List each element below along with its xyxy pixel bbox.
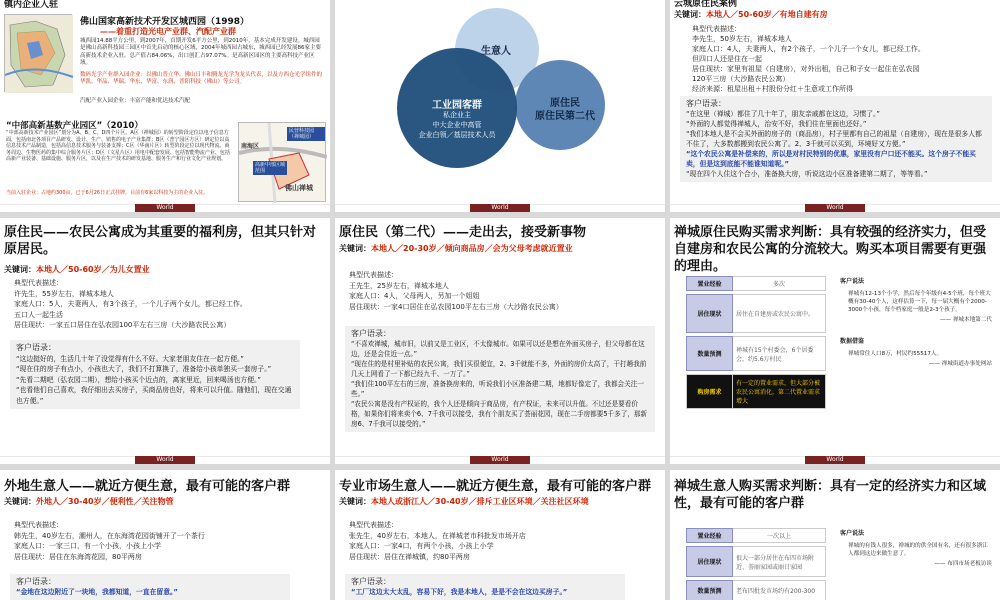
keywords-value: 本地人／50-60岁／为儿女置业 xyxy=(36,265,150,274)
desc-line: 家庭人口：4人，父母两人，另加一个姐姐 xyxy=(349,292,480,300)
quote: “现在四个人住这个合小，准备换大房，听说这边小区准备建第二期了，等等看。” xyxy=(686,170,928,178)
slide-footer xyxy=(670,204,1000,212)
quote: “现在住的是村里补贴的农民公寓，我们买很便宜，2、3千就能不多，外面的房价太高了，干打趟我前几天上网看了一下都已经九千、一万了。” xyxy=(351,360,647,378)
desc-block xyxy=(349,270,659,312)
data-reference-title: 数据借鉴 xyxy=(840,338,865,345)
keywords xyxy=(4,264,150,275)
quotes-box xyxy=(10,574,290,600)
data-reference-source: —— 禅城街道办事处网站 xyxy=(928,361,992,367)
quote: “不喜欢禅城，城市旧，以前又是工业区，不太像城市。如果可以还是想在外面买房子，但父母都在这边，还是会住近一点。” xyxy=(351,340,645,358)
quotes-box xyxy=(345,574,625,600)
slide-footer xyxy=(0,204,330,212)
venn-circles xyxy=(335,0,665,212)
customer-says-source: —— 禅城本地第二代 xyxy=(939,317,992,323)
row-value: 多次 xyxy=(733,277,826,291)
slide-footer xyxy=(335,456,665,464)
quotes-title: 客户语录： xyxy=(16,577,56,586)
label-natives-second: 原住民第二代 xyxy=(535,111,595,122)
label-managers: 中大企业中高管 xyxy=(432,121,482,129)
slide-title: 专业市场生意人——就近方便生意，最有可能的客户群 xyxy=(339,479,652,494)
row-header: 置业经验 xyxy=(687,529,733,543)
desc-heading: 典型代表描述： xyxy=(349,271,398,279)
quote: “这个农民公寓是补偿来的，所以是对村民特别的优惠，家里没有户口还不能买。这个房子不能买卖，但是这到底能不能谁知道呢。” xyxy=(686,150,976,168)
brand-tag: World xyxy=(135,456,195,464)
keywords-label: 关键词： xyxy=(4,497,36,506)
row-value: 禅城有15个村委会，6个居委会，约5.6万村民 xyxy=(733,337,826,371)
slide-business-demand[interactable] xyxy=(670,470,1000,600)
quote: “也看他们自己喜欢，我仔细出去买房子，买商品房也好，将来可以升值。随他们，现在交通也方便。” xyxy=(16,386,292,405)
brand-tag: World xyxy=(470,456,530,464)
customer-says-title: 客户说法 xyxy=(840,278,865,285)
quotes-title: 客户语录： xyxy=(16,343,56,352)
customer-says-text: 禅城有12-13个小学，然后每个年级有4-5个班，每个班大概有30-40个人，这样估算一下，每一届大概有个2000-3000个小孩，每个档家庭一般是2-3个孩子。 xyxy=(848,291,991,313)
brand-tag: World xyxy=(470,204,530,212)
label-natives: 原住民 xyxy=(550,98,580,109)
desc-line: 李先生，50岁左右，禅城本地人 xyxy=(692,35,792,43)
customer-says-title: 客户说法 xyxy=(840,530,865,537)
auto-parts-desc: 汽配产业入园企业：丰富产能和优达技术汽配 xyxy=(80,98,191,104)
quote: “我们本地人是不会买外面的房子的（商品房），村子里都有自己的祖屋（自建房），现在是很多人都不住了，大多数都搬到农民公寓了。2、3千就可以买到，环境好又方便。” xyxy=(686,130,982,148)
section-title-central-park: “中部高新基数产业园区”（2010） xyxy=(6,121,143,131)
desc-heading: 典型代表描述： xyxy=(14,521,63,529)
desc-line: 五口人一起生活 xyxy=(14,310,63,319)
slide-footer xyxy=(335,204,665,212)
row-header: 居住现状 xyxy=(687,547,733,577)
slide-native-case[interactable] xyxy=(670,0,1000,212)
row-value: 很大一部分居住在布四市场附近、荟丽家园或丽日家园 xyxy=(733,547,826,577)
table-row xyxy=(687,375,826,409)
quote: “这边挺好的，生活几十年了没觉得有什么不好。大家老朋友住在一起方便。” xyxy=(16,354,244,363)
quote: “先看二期吧（弘农园二期），想给小孩买个近点的，离家里近，回来喝汤也方便。” xyxy=(16,375,261,384)
slide-title: 外地生意人——就近方便生意，最有可能的客户群 xyxy=(4,479,291,494)
customer-says-text: 禅城的有钱人很多，禅城的的供全国有名，还有很多浙江人都到这边来做生意了。 xyxy=(848,543,988,557)
desc-block xyxy=(14,278,324,331)
brand-tag: World xyxy=(135,204,195,212)
desc-block xyxy=(692,24,992,94)
desc-line: 居住现状：一家五口居住在弘农园100平左右三房（大沙路农民公寓） xyxy=(14,321,231,329)
desc-line: 张先生，40岁左右，本地人，在禅城老市科批发市场开店 xyxy=(349,531,526,540)
row-header: 居住现状 xyxy=(687,295,733,333)
desc-line: 家庭人口：4人，夫妻两人，有2个孩子，一个儿子一个女儿，都已经工作。 xyxy=(692,45,925,53)
desc-heading: 典型代表描述： xyxy=(349,521,398,529)
slide-title: 禅城生意人购买需求判断：具有一定的经济实力和区域性，最有可能的客户群 xyxy=(674,479,987,511)
slide-natives-welfare[interactable] xyxy=(0,218,330,464)
row-header: 置业经验 xyxy=(687,277,733,291)
keywords-label: 关键词： xyxy=(339,497,371,506)
slide-customer-groups[interactable] xyxy=(335,0,665,212)
quotes-title: 客户语录： xyxy=(351,329,391,338)
slide-industrial-park[interactable] xyxy=(0,0,330,212)
quote: “在这里（禅城）都住了几十年了，朋友亲戚都在这边，习惯了。” xyxy=(686,110,880,118)
section-title-west-park: 佛山国家高新技术开发区城西园（1998） xyxy=(80,17,250,27)
data-reference-text: 禅城常住人口8万，村民约55517人。 xyxy=(848,351,943,357)
tenants-desc: 当前入驻企业：占地约300亩，已于6月26日正式挂牌。目前有6家以科技为主的企业入驻。 xyxy=(6,190,209,196)
row-value: 居住在自建房或农民公寓中。 xyxy=(733,295,826,333)
keywords-label: 关键词： xyxy=(674,10,706,19)
section-subtitle-west-park: ——着重打造光电产业群、汽配产业群 xyxy=(100,27,236,36)
table-row xyxy=(687,295,826,333)
quotes-box xyxy=(345,326,655,432)
row-header: 数量预测 xyxy=(687,337,733,371)
desc-line: 王先生，25岁左右，禅城本地人 xyxy=(349,281,449,290)
slide-market-business[interactable] xyxy=(335,470,665,600)
desc-line: 家庭人口：一家三口，有一个小孩，小孩上小学 xyxy=(14,542,161,550)
customer-says-source: —— 布四市场老板访谈 xyxy=(934,561,992,567)
keywords-value: 本地人／50-60岁／有地自建有房 xyxy=(706,10,828,19)
slide-title: 原住民——农民公寓成为其重要的福利房，但其只针对原居民。 xyxy=(4,225,317,257)
slide-footer xyxy=(0,456,330,464)
keywords xyxy=(339,243,573,254)
label-private-owner: 私企业主 xyxy=(443,111,471,119)
quote: “现在住的房子有点小，小孩也大了，我们不打算换了，准备给小孩单独买一套房子。” xyxy=(16,365,272,373)
row-value: 老布四批发市场约有200-300 xyxy=(733,581,826,600)
desc-heading: 典型代表描述： xyxy=(14,279,63,287)
desc-line: 韩先生，40岁左右，潮州人，在东海湾花园街铺开了一个茶行 xyxy=(14,531,205,540)
label-businessmen: 生意人 xyxy=(481,46,511,57)
district-map xyxy=(238,122,326,202)
slide-natives-second-gen[interactable] xyxy=(335,218,665,464)
desc-line: 居住现状：居住在禅城镇，约80平两房 xyxy=(349,552,470,561)
brand-tag: World xyxy=(805,456,865,464)
keywords xyxy=(674,9,828,20)
slide-title: 禅城原住民购买需求判断：具有较强的经济实力，但受自建房和农民公寓的分流较大。购买本项目需要有更强的理由。 xyxy=(674,225,987,274)
slide-natives-demand[interactable] xyxy=(670,218,1000,464)
desc-line: 经济来源：租屋出租＋村股份分红＋生意或工作所得 xyxy=(692,85,853,93)
desc-line: 居住现状：居住在东海湾花园，80平两房 xyxy=(14,552,142,561)
slide-outsider-business[interactable] xyxy=(0,470,330,600)
desc-line: 家庭人口：一家4口，有两个小孩，小孩上小学 xyxy=(349,542,494,550)
quotes-title: 客户语录： xyxy=(686,99,726,108)
quotes-title: 客户语录： xyxy=(351,577,391,586)
table-row xyxy=(687,547,826,577)
keywords-value: 本地人或浙江人／30-40岁／排斥工业区环境／关注社区环境 xyxy=(371,497,589,506)
label-white-collar: 企业白领／基层技术人员 xyxy=(418,131,496,139)
desc-line: 家庭人口：5人，夫妻两人，有3个孩子，一个儿子两个女儿，都已经工作。 xyxy=(14,300,247,308)
city-map-thumbnail xyxy=(4,14,72,92)
row-header: 购房需求 xyxy=(687,375,733,409)
slide1-header: 镇内企业入驻 xyxy=(4,0,59,10)
west-park-desc: 城西园14.88平方公里，到2007年，首期开发6平方公里，到2010年，基本完成开发建设。城西园是佛山高新科技园三园区中首先启动的核心区域，2004年城西园占城东，城西园已经发展86家主要高新技术企业入驻。总产值占84.06%，出口创汇占97.07%。是高新区园区的主要高科技产业区域。 xyxy=(80,38,321,66)
keywords xyxy=(4,496,174,507)
map-box-central-range: 高新中部区域范围 xyxy=(255,162,286,174)
quote: “外面的人都觉得禅城人，治安不好，我们住在里面也还好。” xyxy=(686,120,867,128)
keywords-label: 关键词： xyxy=(4,265,36,274)
table-row xyxy=(687,277,826,291)
central-park-desc: “中部高新技术产业园区”划分为A、B、C、D四个片区。A区（禅城园）的转型阶段定位以电子信息方面，包括南北各项目产品研发、设计、生产、销售的电子产业集群；B区（普宁园区方区）研定位以高信息技术产品制造，包括高信息技术服务与装备支撑；C区（华南片区）转型阶段定位以现代物流、商务周边、生物医药的集中综合服务片区；D区（文星片区）用电中配套发展、包括智能物流产业、包括高新产业装备、基础设施、服务片区，以及在生产技术的研发基地、服务生产和行业文化产业规划。 xyxy=(6,130,230,163)
slide3-title: 云城原住民案例 xyxy=(674,0,738,9)
desc-line: 居住现状：一家4口居住在弘农园100平左右三房（大沙路农民公寓） xyxy=(349,302,563,311)
demand-table xyxy=(686,528,826,600)
row-value: 一次以上 xyxy=(733,529,826,543)
desc-block xyxy=(14,520,324,562)
quote: “金地在这边附近了一块地，我都知道，一直在留意。” xyxy=(16,588,178,596)
optics-cluster-desc: 数码光学产业群入园企业：以佛山普立华、佛山日丰和腾龙光学为龙头代表，以及方西仓光学组件的华凯、华品、华瑞、华东、华富、东润、普阳科技（佛山）等公司。 xyxy=(80,72,323,86)
desc-block xyxy=(349,520,659,562)
quote: “农民公寓是没有产权证的，我个人还是倾向于商品房，有产权证，未来可以升值。不过还是要看价格，如果你们将来卖个6、7千我可以接受，我有个朋友买了荟丽花园，现在二手房都要5千多了，那新房6、7千我可以接受的。” xyxy=(351,400,648,428)
label-industrial-group: 工业园客群 xyxy=(432,100,482,111)
keywords-label: 关键词： xyxy=(339,244,371,253)
quote: “工厂这边太大太乱，容易下好，我是本地人，是是不会在这边买房子。” xyxy=(351,588,568,596)
table-row xyxy=(687,581,826,600)
desc-line: 但四口人还是住在一起 xyxy=(692,55,762,63)
demand-table xyxy=(686,276,826,409)
desc-line: 居住现状：家里有祖屋（自建房），对外出租，自己和子女一起住在弘农园 xyxy=(692,65,920,73)
customer-says xyxy=(840,278,992,368)
quotes-box xyxy=(10,340,300,409)
keywords-value: 本地人／20-30岁／倾向商品房／会为父母考虑就近置业 xyxy=(371,244,573,253)
slide-title: 原住民（第二代）——走出去，接受新事物 xyxy=(339,225,587,240)
brand-tag: World xyxy=(805,204,865,212)
table-row xyxy=(687,337,826,371)
row-value: 有一定的置业需求，但大部分被农民公寓消化，第二代置业需求增大 xyxy=(733,375,826,409)
map-label-chancheng: 佛山禅城 xyxy=(285,184,313,192)
quotes-box xyxy=(680,96,992,182)
slide-footer xyxy=(670,456,1000,464)
customer-says xyxy=(840,530,992,568)
table-row xyxy=(687,529,826,543)
desc-line: 许先生，55岁左右，禅城本地人 xyxy=(14,289,114,298)
row-header: 数量预测 xyxy=(687,581,733,600)
quote: “我们住100平左右的三房，准备换房来的，听说我们小区准备建二期，地都好像定了，我都会关注一些。” xyxy=(351,380,644,398)
map-box-private-park: 民营科技园（禅城园） xyxy=(287,127,325,141)
desc-heading: 典型代表描述： xyxy=(692,25,741,33)
keywords-value: 外地人／30-40岁／便利性／关注物管 xyxy=(36,497,174,506)
keywords xyxy=(339,496,589,507)
map-label-nanhai: 南海区 xyxy=(241,143,260,150)
desc-line: 120平三房（大沙路农民公寓） xyxy=(692,75,790,83)
